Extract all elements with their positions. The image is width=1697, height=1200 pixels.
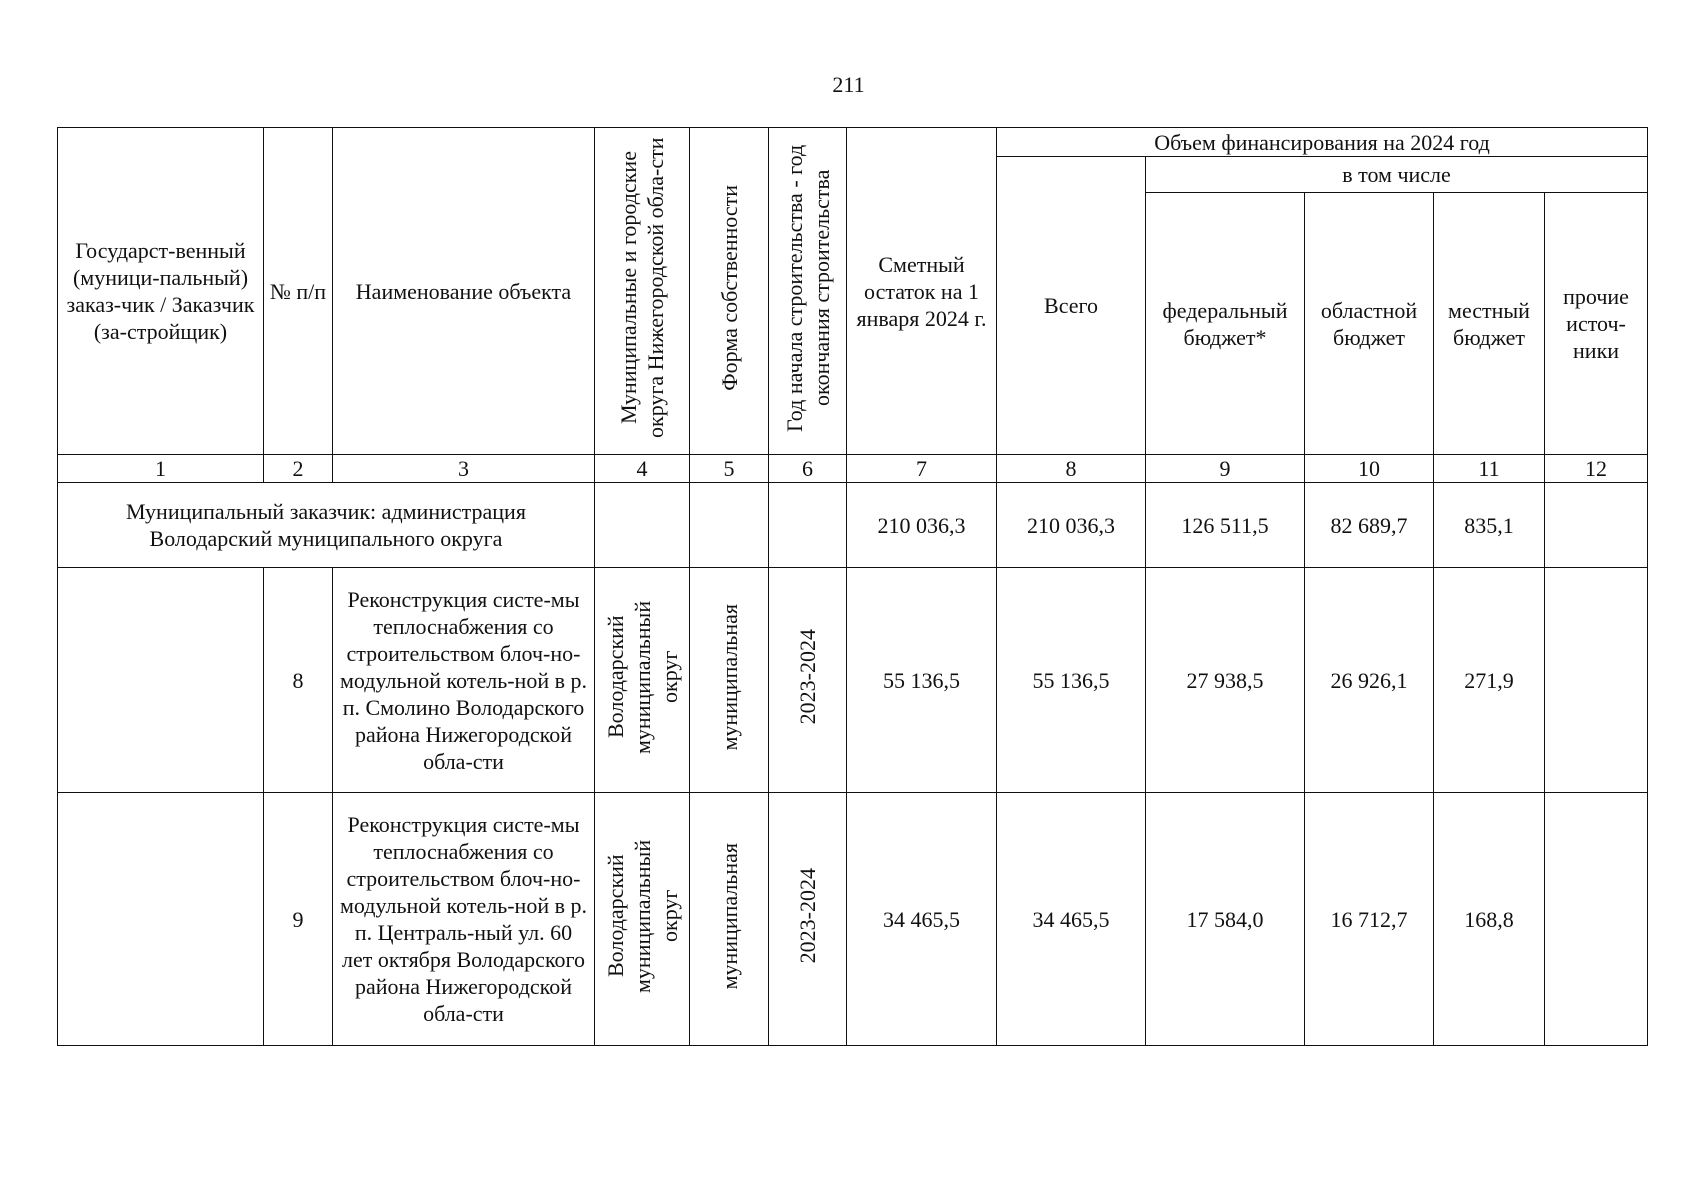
row-regional: 26 926,1: [1305, 568, 1434, 793]
column-number: 12: [1545, 455, 1648, 483]
column-number: 6: [769, 455, 847, 483]
table-row: [58, 793, 1648, 1046]
financing-table: [57, 127, 1648, 1046]
row-other: [1545, 793, 1648, 1046]
page-number: 211: [832, 72, 865, 97]
row-federal: 27 938,5: [1146, 568, 1305, 793]
column-number: 11: [1434, 455, 1545, 483]
summary-empty-cell: [690, 483, 769, 568]
row-estimate: 34 465,5: [847, 793, 997, 1046]
header-district: Муниципальные и городские округа Нижегородской обла-сти: [616, 137, 668, 439]
column-number: 4: [595, 455, 690, 483]
row-customer: [58, 793, 264, 1046]
header-funding-group: Объем финансирования на 2024 год: [997, 128, 1648, 157]
header-other: прочие источ-ники: [1545, 193, 1648, 455]
column-number: 2: [264, 455, 333, 483]
row-district-cell: [595, 568, 690, 793]
header-estimate: Сметный остаток на 1 января 2024 г.: [847, 128, 997, 455]
header-row-1: [58, 128, 1648, 157]
row-estimate: 55 136,5: [847, 568, 997, 793]
header-customer: Государст-венный (муници-пальный) заказ-чик / Заказчик (за-стройщик): [58, 128, 264, 455]
row-district: Володарский муниципальный округ: [602, 600, 682, 754]
column-number: 10: [1305, 455, 1434, 483]
row-other: [1545, 568, 1648, 793]
summary-local: 835,1: [1434, 483, 1545, 568]
row-number: 9: [264, 793, 333, 1046]
row-years-cell: [769, 793, 847, 1046]
column-number: 3: [333, 455, 595, 483]
header-regional: областной бюджет: [1305, 193, 1434, 455]
row-total: 55 136,5: [997, 568, 1146, 793]
row-customer: [58, 568, 264, 793]
header-local: местный бюджет: [1434, 193, 1545, 455]
summary-estimate: 210 036,3: [847, 483, 997, 568]
summary-customer: Муниципальный заказчик: администрация Володарский муниципального округа: [58, 483, 595, 568]
header-years: Год начала строительства - год окончания строительства: [781, 144, 834, 432]
summary-regional: 82 689,7: [1305, 483, 1434, 568]
summary-total: 210 036,3: [997, 483, 1146, 568]
header-ownership-cell: [690, 128, 769, 455]
row-ownership: муниципальная: [716, 842, 742, 990]
row-number: 8: [264, 568, 333, 793]
row-total: 34 465,5: [997, 793, 1146, 1046]
row-object-name: Реконструкция систе-мы теплоснабжения со строительством блоч-но-модульной котель-ной в р. п. Централь-ный ул. 60 лет октября Володарского района Нижегородской обла-сти: [333, 793, 595, 1046]
column-number: 1: [58, 455, 264, 483]
header-total: Всего: [997, 157, 1146, 455]
table-row: [58, 568, 1648, 793]
column-number: 7: [847, 455, 997, 483]
summary-empty-cell: [769, 483, 847, 568]
row-ownership-cell: [690, 793, 769, 1046]
header-district-cell: [595, 128, 690, 455]
row-ownership-cell: [690, 568, 769, 793]
header-including: в том числе: [1146, 157, 1648, 193]
row-years: 2023-2024: [795, 629, 820, 725]
header-federal: федеральный бюджет*: [1146, 193, 1305, 455]
header-object-name: Наименование объекта: [333, 128, 595, 455]
header-number: № п/п: [264, 128, 333, 455]
row-local: 271,9: [1434, 568, 1545, 793]
row-ownership: муниципальная: [716, 603, 742, 751]
column-number: 5: [690, 455, 769, 483]
summary-federal: 126 511,5: [1146, 483, 1305, 568]
row-district: Володарский муниципальный округ: [602, 839, 682, 993]
row-object-name: Реконструкция систе-мы теплоснабжения со строительством блоч-но-модульной котель-ной в р. п. Смолино Володарского района Нижегородской обла-сти: [333, 568, 595, 793]
row-federal: 17 584,0: [1146, 793, 1305, 1046]
header-years-cell: [769, 128, 847, 455]
header-ownership: Форма собственности: [716, 185, 742, 391]
row-local: 168,8: [1434, 793, 1545, 1046]
row-district-cell: [595, 793, 690, 1046]
row-years-cell: [769, 568, 847, 793]
row-years: 2023-2024: [795, 868, 820, 964]
column-number: 9: [1146, 455, 1305, 483]
summary-row: [58, 483, 1648, 568]
row-regional: 16 712,7: [1305, 793, 1434, 1046]
column-number: 8: [997, 455, 1146, 483]
summary-other: [1545, 483, 1648, 568]
summary-empty-cell: [595, 483, 690, 568]
column-numbers-row: [58, 455, 1648, 483]
